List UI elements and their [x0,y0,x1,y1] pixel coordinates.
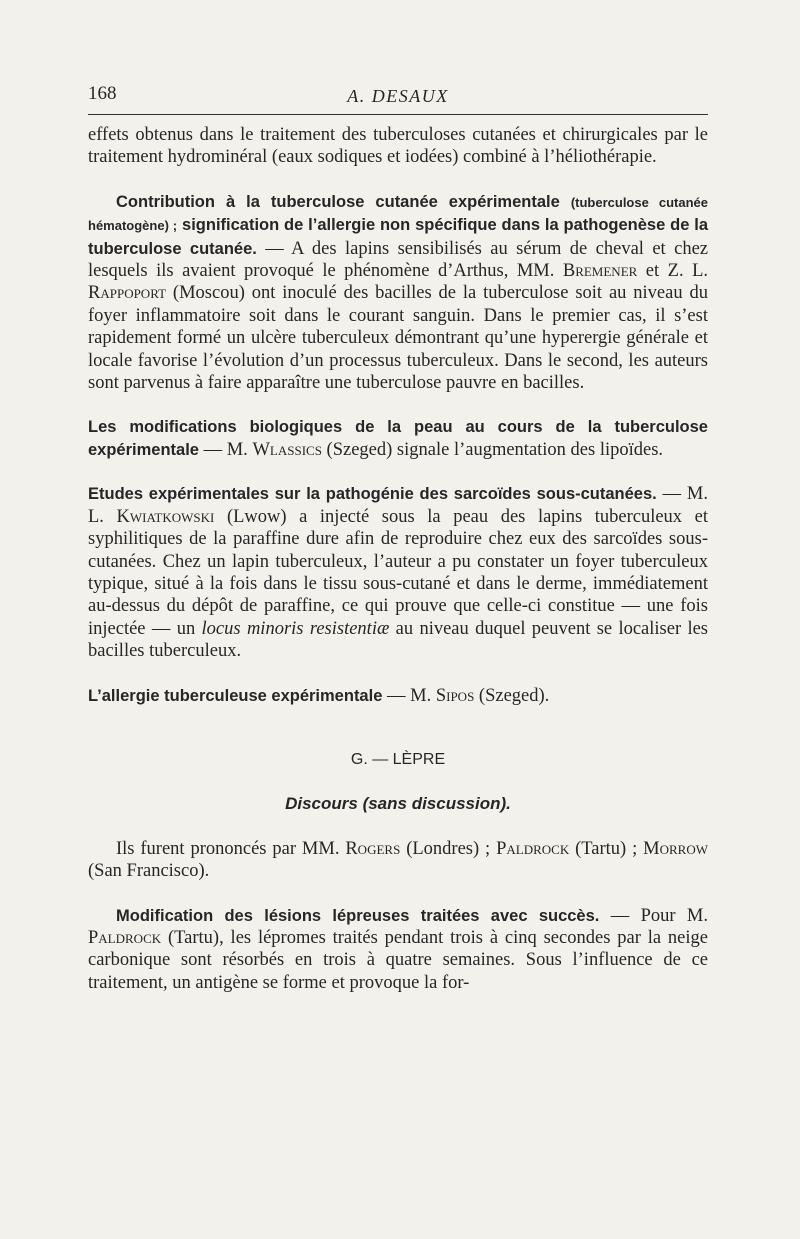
paragraph-title: Contribution à la tuberculose cutanée expérimentale [116,192,560,211]
paragraph-lesions-lepreuses: Modification des lésions lépreuses traitées avec succès. — Pour M. Paldrock (Tartu), les lépromes traités pendant trois à cinq secondes par la neige carbonique sont résorbés en trois à quatre semaines. Sous l’influence de ce traitement, un antigène se forme et provoque la for- [88,905,708,993]
paragraph-sarcoides: Etudes expérimentales sur la pathogénie des sarcoïdes sous-cutanées. — M. L. Kwiatkowski (Lwow) a injecté sous la peau des lapins tuberculeux et syphilitiques de la paraffine dure afin de reproduire chez eux des sarcoïdes sous-cutanées. Chez un lapin tuberculeux, l’auteur a pu constater un foyer tuberculeux typique, situé à la fois dans le tissu sous-cutané et dans le derme, immédiatement au-dessus du dépôt de paraffine, ce qui prouve que celle-ci constitue — une fois injectée — un locus minoris resistentiæ au niveau duquel peuvent se localiser les bacilles tuberculeux. [88,484,709,662]
paragraph-discours: Ils furent prononcés par MM. Rogers (Londres) ; Paldrock (Tartu) ; Morrow (San Francisco). [88,838,708,882]
section-heading: G. — LÈPRE [350,750,446,768]
paragraph-title: signification de l’allergie non spécifique dans la pathogenèse de la tuberculose cutanée. [88,216,709,258]
author-name: Paldrock [496,838,570,859]
article-body [88,124,708,994]
author-name: Morrow [643,838,708,859]
paragraph-allergie: L’allergie tuberculeuse expérimentale — M. Sipos (Szeged). [88,685,550,706]
paragraph-contribution: Contribution à la tuberculose cutanée expérimentale (tuberculose cutanée hématogène) ; signification de l’allergie non spécifique dans la pathogenèse de la tuberculose cutanée. — A des lapins sensibilisés au sérum de cheval et chez lesquels ils avaient provoqué le phénomène d’Arthus, MM. Bremener et Z. L. Rappoport (Moscou) ont inoculé des bacilles de la tuberculose soit au niveau du foyer inflammatoire soit dans le courant sanguin. Dans le premier cas, il s’est rapidement formé un ulcère tuberculeux démontrant qu’une hyperergie générale et locale favorise l’évolution d’un processus tuberculeux. Dans le second, les auteurs sont parvenus à faire apparaître une tuberculose pauvre en bacilles. [88,192,709,394]
paragraph-title-parenthetical: (tuberculose cutanée hématogène) ; [88,194,708,234]
paragraph-title: Modification des lésions lépreuses traitées avec succès. [116,906,600,925]
subsection-heading: Discours (sans discussion). [285,794,511,814]
header-rule [88,114,708,115]
author-name: Paldrock [88,927,162,948]
running-head: A. DESAUX [347,86,449,106]
paragraph-continuation: effets obtenus dans le traitement des tuberculoses cutanées et chirurgicales par le traitement hydrominéral (eaux sodiques et iodées) combiné à l’héliothérapie. [88,125,708,168]
author-name: Rogers [345,838,401,859]
paragraph-title: Les modifications biologiques de la peau au cours de la tuberculose expérimentale [88,418,708,459]
author-name: Rappoport [88,283,167,304]
paragraph-title: Etudes expérimentales sur la pathogénie des sarcoïdes sous-cutanées. [88,485,657,504]
page-header [88,83,708,113]
author-name: Bremener [562,261,638,282]
paragraph-modifications-biologiques: Les modifications biologiques de la peau au cours de la tuberculose expérimentale — M. Wlassics (Szeged) signale l’augmentation des lipoïdes. [88,418,708,460]
author-name: Sipos [435,685,475,706]
paragraph-title: L’allergie tuberculeuse expérimentale [88,686,383,705]
page-number: 168 [88,83,117,104]
latin-phrase: locus minoris resistentiæ [201,618,390,639]
author-name: Wlassics [252,439,322,460]
author-name: Kwiatkowski [116,506,215,527]
